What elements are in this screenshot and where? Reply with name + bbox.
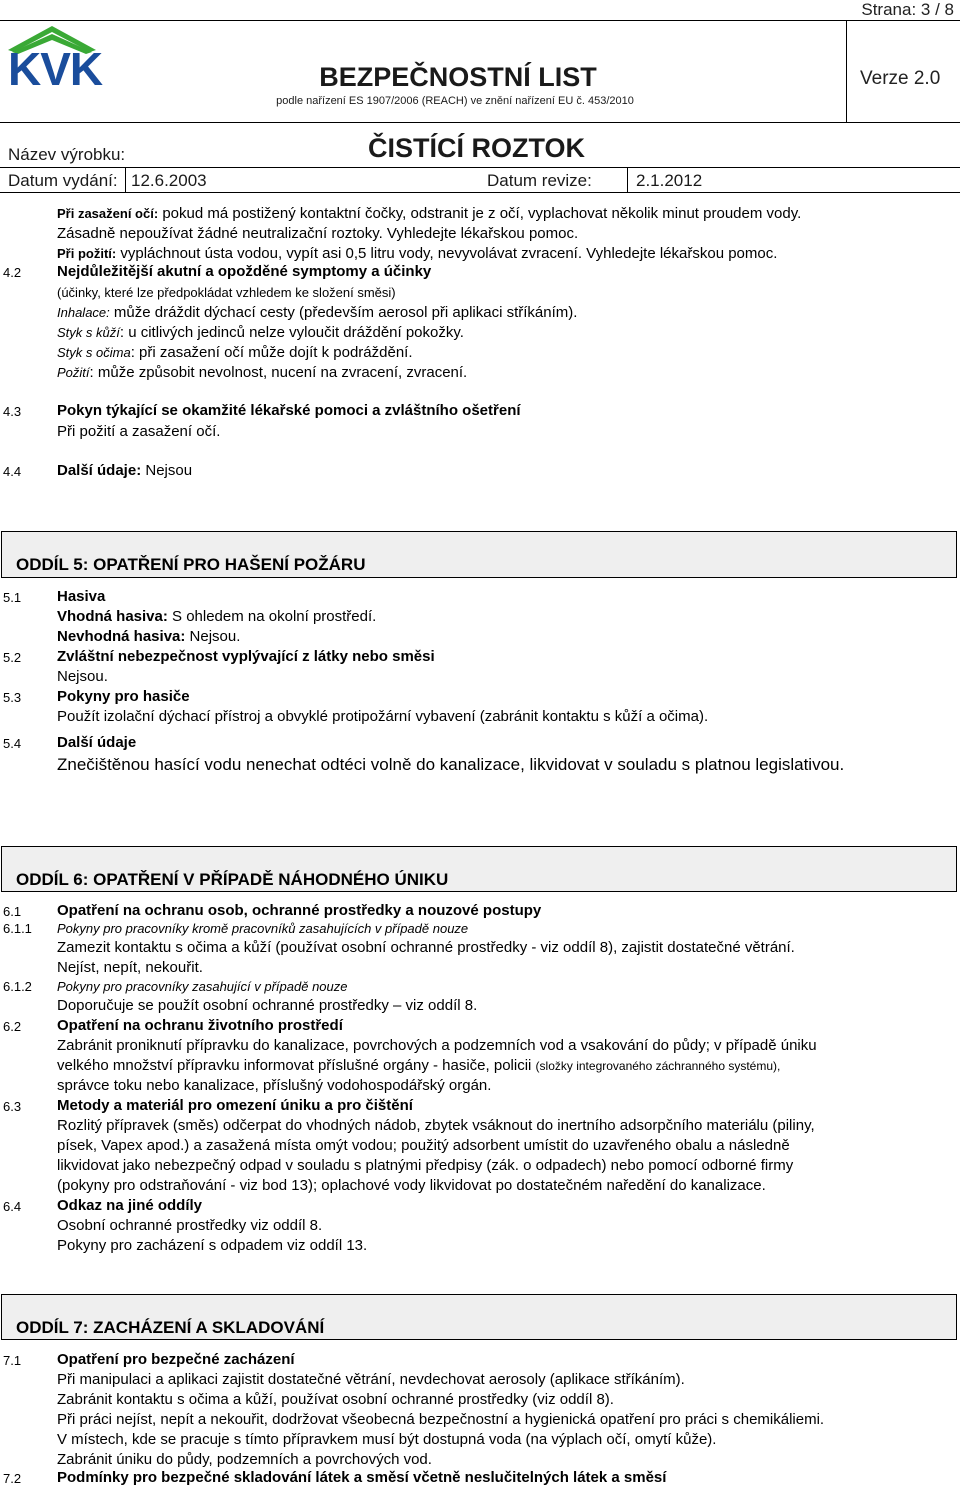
product-name: ČISTÍCÍ ROZTOK — [368, 133, 586, 163]
ingestion-symptom-label: Požití — [57, 365, 90, 380]
section-number: 4.2 — [3, 265, 22, 280]
eye-contact-label: Při zasažení očí: — [57, 206, 159, 221]
issued-label: Datum vydání: — [8, 171, 118, 190]
inhalation-text: může dráždit dýchací cesty (především aerosol při aplikaci stříkáním). — [109, 304, 578, 321]
section-5-title: ODDÍL 5: OPATŘENÍ PRO HAŠENÍ POŽÁRU — [16, 555, 366, 574]
section-6-title: ODDÍL 6: OPATŘENÍ V PŘÍPADĚ NÁHODNÉHO ÚNIKU — [16, 870, 449, 889]
eye-contact-text: pokud má postižený kontaktní čočky, odstranit je z očí, vyplachovat několik minut proudem vody. — [158, 205, 802, 222]
paragraph-line: Osobní ochranné prostředky viz oddíl 8. — [57, 1217, 323, 1234]
additional-info-text: Nejsou — [141, 462, 193, 479]
paragraph-line: (pokyny pro odstraňování - viz bod 13); oplachové vody likvidovat po dostatečném naředění do kanalizace. — [57, 1177, 766, 1194]
document-subtitle: podle nařízení ES 1907/2006 (REACH) ve znění nařízení EU č. 453/2010 — [276, 95, 634, 107]
paragraph-line: Zabránit proniknutí přípravku do kanalizace, povrchových a podzemních vod a vsakování do půdy; v případě úniku — [57, 1037, 817, 1054]
section-number: 6.1.1 — [3, 921, 32, 936]
product-label: Název výrobku: — [8, 145, 126, 164]
section-number: 7.2 — [3, 1471, 22, 1486]
subsection-heading: Opatření pro bezpečné zacházení — [57, 1351, 295, 1368]
eye-symptom-line — [57, 343, 413, 363]
company-logo — [6, 26, 103, 96]
skin-contact-line — [57, 323, 464, 343]
paragraph-line: Nejsou. — [57, 668, 108, 685]
additional-info-label: Další údaje: — [57, 462, 142, 479]
paragraph-line: Pokyny pro zacházení s odpadem viz oddíl 13. — [57, 1237, 368, 1254]
symptoms-note: (účinky, které lze předpokládat vzhledem ke složení směsi) — [57, 285, 396, 300]
ingestion-line — [57, 244, 777, 264]
section-number: 6.1.2 — [3, 979, 32, 994]
paragraph-line: Při požití a zasažení očí. — [57, 423, 221, 440]
paragraph-text: velkého množství přípravku informovat příslušné orgány - hasiče, policii — [57, 1057, 536, 1074]
section-number: 6.3 — [3, 1099, 22, 1114]
paragraph-line: Zamezit kontaktu s očima a kůží (používat osobní ochranné prostředky - viz oddíl 8), zajistit dostatečné větrání. — [57, 939, 795, 956]
eye-symptom-text: : při zasažení očí může dojít k podráždění. — [130, 344, 413, 361]
document-version: Verze 2.0 — [860, 68, 941, 89]
issued-date: 12.6.2003 — [131, 171, 207, 190]
subsection-heading: Hasiva — [57, 588, 106, 605]
page-number: Strana: 3 / 8 — [861, 0, 954, 19]
skin-contact-label: Styk s kůží — [57, 325, 120, 340]
section-number: 5.2 — [3, 650, 22, 665]
subsection-heading: Další údaje — [57, 734, 137, 751]
subsection-heading: Opatření na ochranu osob, ochranné prostředky a nouzové postupy — [57, 902, 542, 919]
subsection-heading: Nejdůležitější akutní a opožděné symptomy a účinky — [57, 263, 432, 280]
inhalation-line — [57, 303, 577, 323]
subsection-heading: Metody a materiál pro omezení úniku a pro čištění — [57, 1097, 413, 1114]
suitable-media-label: Vhodná hasiva: — [57, 608, 168, 625]
skin-contact-text: : u citlivých jedinců nelze vyloučit dráždění pokožky. — [119, 324, 464, 341]
section-number: 7.1 — [3, 1353, 22, 1368]
subsection-heading: Odkaz na jiné oddíly — [57, 1197, 203, 1214]
suitable-media-text: S ohledem na okolní prostředí. — [167, 608, 377, 625]
paragraph-note: (složky integrovaného záchranného systému), — [535, 1059, 781, 1073]
ingestion-symptom-line — [57, 363, 467, 383]
paragraph-line: správce toku nebo kanalizace, příslušný vodohospodářský orgán. — [57, 1077, 492, 1094]
subsection-heading: Zvláštní nebezpečnost vyplývající z látky nebo směsi — [57, 648, 435, 665]
section-number: 6.1 — [3, 904, 22, 919]
paragraph-line: Při manipulaci a aplikaci zajistit dostatečné větrání, nevdechovat aerosoly (aplikace stříkáním). — [57, 1371, 685, 1388]
subsection-heading: Podmínky pro bezpečné skladování látek a směsí včetně neslučitelných látek a směsí — [57, 1469, 667, 1486]
section-7-title: ODDÍL 7: ZACHÁZENÍ A SKLADOVÁNÍ — [16, 1318, 325, 1337]
revision-date: 2.1.2012 — [636, 171, 703, 190]
paragraph-line: Rozlitý přípravek (směs) odčerpat do vhodných nádob, zbytek vsáknout do inertního adsorpčního materiálu (piliny, — [57, 1117, 815, 1134]
additional-info-line — [57, 461, 192, 481]
paragraph-line: písek, Vapex apod.) a zasažená místa omýt vodou; použitý adsorbent umístit do uzavřeného obalu a následně — [57, 1137, 790, 1154]
paragraph-line: Použít izolační dýchací přístroj a obvyklé protipožární vybavení (zabránit kontaktu s kůží a očima). — [57, 708, 709, 725]
section-number: 6.4 — [3, 1199, 22, 1214]
subsection-heading: Pokyny pro pracovníky zasahující v případě nouze — [57, 979, 348, 994]
document-title: BEZPEČNOSTNÍ LIST — [319, 62, 597, 92]
paragraph-line: Zabránit kontaktu s očima a kůží, používat osobní ochranné prostředky (viz oddíl 8). — [57, 1391, 614, 1408]
ingestion-label: Při požití: — [57, 246, 117, 261]
section-number: 5.3 — [3, 690, 22, 705]
paragraph-line: likvidovat jako nebezpečný odpad v souladu s platnými předpisy (zák. o odpadech) nebo pomocí odborné firmy — [57, 1157, 794, 1174]
section-number: 4.4 — [3, 464, 22, 479]
subsection-heading: Opatření na ochranu životního prostředí — [57, 1017, 343, 1034]
suitable-media-line — [57, 607, 376, 627]
section-number: 4.3 — [3, 404, 22, 419]
unsuitable-media-line — [57, 627, 240, 647]
ingestion-symptom-text: : může způsobit nevolnost, nucení na zvracení, zvracení. — [89, 364, 468, 381]
paragraph-line: Doporučuje se použít osobní ochranné prostředky – viz oddíl 8. — [57, 997, 478, 1014]
subsection-heading: Pokyny pro hasiče — [57, 688, 190, 705]
unsuitable-media-label: Nevhodná hasiva: — [57, 628, 186, 645]
revision-label: Datum revize: — [487, 171, 592, 190]
paragraph-line: Znečištěnou hasící vodu nenechat odtéci volně do kanalizace, likvidovat v souladu s platnou legislativou. — [57, 755, 845, 774]
subsection-heading: Pokyny pro pracovníky kromě pracovníků zasahujících v případě nouze — [57, 921, 469, 936]
subsection-heading: Pokyn týkající se okamžité lékařské pomoci a zvláštního ošetření — [57, 402, 521, 419]
logo-text: KVK — [8, 43, 103, 95]
paragraph-line: Zabránit úniku do půdy, podzemních a povrchových vod. — [57, 1451, 432, 1468]
eye-contact-line2: Zásadně nepoužívat žádné neutralizační roztoky. Vyhledejte lékařskou pomoc. — [57, 225, 579, 242]
ingestion-text: vypláchnout ústa vodou, vypít asi 0,5 litru vody, nevyvolávat zvracení. Vyhledejte lékařskou pomoc. — [116, 245, 778, 262]
section-number: 6.2 — [3, 1019, 22, 1034]
paragraph-line: Nejíst, nepít, nekouřit. — [57, 959, 203, 976]
paragraph-line: Při práci nejíst, nepít a nekouřit, dodržovat všeobecná bezpečnostní a hygienická opatření pro práci s chemikáliemi. — [57, 1411, 825, 1428]
eye-contact-line — [57, 204, 801, 224]
paragraph-line — [57, 1056, 780, 1076]
eye-symptom-label: Styk s očima — [57, 345, 131, 360]
section-number: 5.4 — [3, 736, 22, 751]
paragraph-line: V místech, kde se pracuje s tímto přípravkem musí být dostupná voda (na výplach očí, omytí kůže). — [57, 1431, 717, 1448]
inhalation-label: Inhalace: — [57, 305, 110, 320]
section-number: 5.1 — [3, 590, 22, 605]
unsuitable-media-text: Nejsou. — [185, 628, 241, 645]
